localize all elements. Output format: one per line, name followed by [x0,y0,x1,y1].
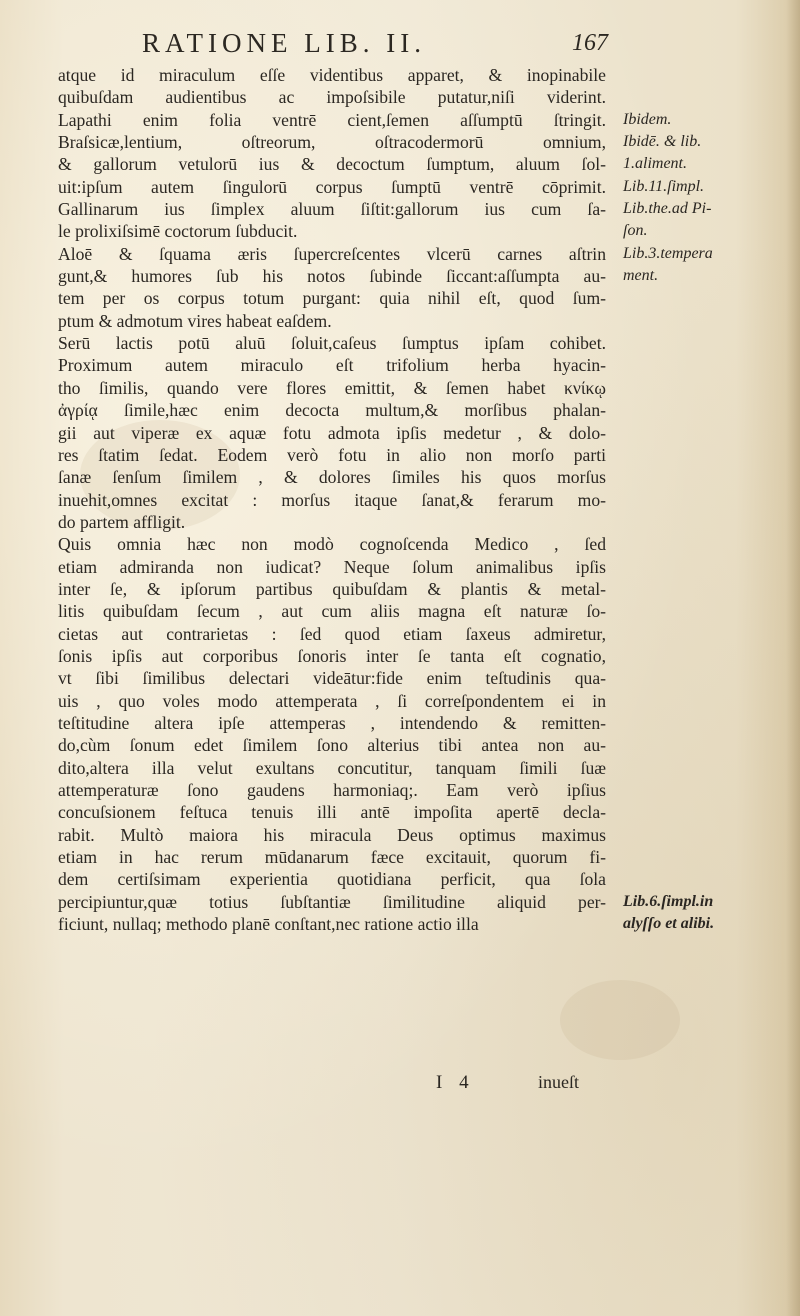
text-line: rabit. Multò maiora his miracula Deus optimus maximus [58,824,606,845]
text-line: do partem affligit. [58,511,186,532]
text-line: tho ſimilis, quando vere flores emittit, & ſemen habet κνίκῳ [58,377,606,398]
text-line: gunt,& humores ſub his notos ſubinde ſiccant:aſſumpta au- [58,266,606,287]
text-line: dito,altera illa velut exultans concutitur, tanquam ſimili ſuæ [58,757,606,778]
text-line: ἀγρίᾳ ſimile,hæc enim decocta multum,& morſibus phalan- [58,400,606,421]
text-line: le prolixiſsimē coctorum ſubducit. [58,221,298,242]
text-line: ficiunt, nullaq; methodo planē conſtant,nec ratione actio illa [58,914,479,935]
text-line: concuſsionem feſtuca tenuis illi antē impoſita apertē decla- [58,802,606,823]
text-line: Quis omnia hæc non modò cognoſcenda Medico , ſed [58,534,606,555]
text-line: uis , quo voles modo attemperata , ſi correſpondentem ei in [58,690,606,711]
paper-stain [560,980,680,1060]
page-number: 167 [572,30,608,56]
text-line: tem per os corpus totum purgant: quia nihil eſt, quod ſum- [58,288,606,309]
marginal-note: Lib.11.ſimpl. [623,177,705,195]
text-line: etiam in hac rerum mūdanarum fæce excitauit, quorum fi- [58,847,606,868]
signature-mark: I 4 [436,1072,475,1093]
text-line: percipiuntur,quæ totius ſubſtantiæ ſimilitudine aliquid per- [58,891,606,912]
text-line: attemperaturæ ſono gaudens harmoniaq;. Eam verò ipſius [58,780,606,800]
text-line: Braſsicæ,lentium, oſtreorum, oſtracodermorū omnium, [58,132,606,153]
text-line: Serū lactis potū aluū ſoluit,caſeus ſumptus ipſam cohibet. [58,333,606,354]
page-header [0,22,800,62]
text-line: quibuſdam audientibus ac impoſsibile putatur,niſi viderint. [58,87,606,108]
marginal-note: Ibidē. & lib. [623,133,702,151]
marginal-note: 1.aliment. [623,155,687,173]
text-line: Gallinarum ius ſimplex aluum ſiſtit:gallorum ius cum ſa- [58,199,606,220]
text-line: litis quibuſdam ſecum , aut cum aliis magna eſt naturæ ſo- [58,601,606,622]
text-line: ptum & admotum vires habeat eaſdem. [58,310,332,331]
text-line: gii aut viperæ ex aquæ fotu admota ipſis medetur , & dolo- [58,422,606,443]
footer-line [0,1072,800,1098]
marginal-note: Lib.3.tempera [623,244,713,262]
marginal-note: ment. [623,267,659,285]
text-line: Lapathi enim folia ventrē cient,ſemen aſſumptū ſtringit. [58,109,606,130]
text-line: ſanæ ſenſum ſimilem , & dolores ſimiles his quos morſus [58,467,606,488]
text-line: Aloē & ſquama æris ſupercreſcentes vlcerū carnes aſtrin [58,243,606,264]
running-head: RATIONE LIB. II. [142,28,426,58]
text-line: inuehit,omnes excitat : morſus itaque ſanat,& ferarum mo- [58,489,606,510]
text-line: Proximum autem miraculo eſt trifolium herba hyacin- [58,355,606,376]
text-line: atque id miraculum eſſe videntibus apparet, & inopinabile [58,65,606,85]
text-line: cietas aut contrarietas : ſed quod etiam ſaxeus admiretur, [58,623,606,644]
marginal-note: Ibidem. [623,110,672,128]
marginal-note: Lib.the.ad Pi- [623,200,712,218]
text-line: inter ſe, & ipſorum partibus quibuſdam & plantis & metal- [58,578,606,599]
marginal-note: ſon. [623,222,648,240]
main-text-block [58,64,606,935]
text-line: teſtitudine altera ipſe attemperas , intendendo & remitten- [58,712,606,733]
text-line: ſonis ipſis aut corporibus ſonoris inter ſe tanta eſt cognatio, [58,645,606,666]
text-line: res ſtatim ſedat. Eodem verò fotu in alio non morſo parti [58,444,606,465]
catchword: inueſt [538,1072,579,1092]
text-line: dem certiſsimam experientia quotidiana perficit, qua ſola [58,869,606,890]
text-line: & gallorum vetulorū ius & decoctum ſumptum, aluum ſol- [58,154,606,175]
text-line: uit:ipſum autem ſingulorū corpus ſumptū ventrē cōprimit. [58,176,606,197]
page-edge-shadow [786,0,800,1316]
marginal-note: Lib.6.ſimpl.in [623,892,714,910]
marginal-note: alyſſo et alibi. [623,915,715,933]
text-line: do,cùm ſonum edet ſimilem ſono alterius tibi antea non au- [58,735,606,756]
text-line: etiam admiranda non iudicat? Neque ſolum animalibus ipſis [58,556,606,577]
text-line: vt ſibi ſimilibus delectari videātur:fide enim teſtudinis qua- [58,668,606,689]
